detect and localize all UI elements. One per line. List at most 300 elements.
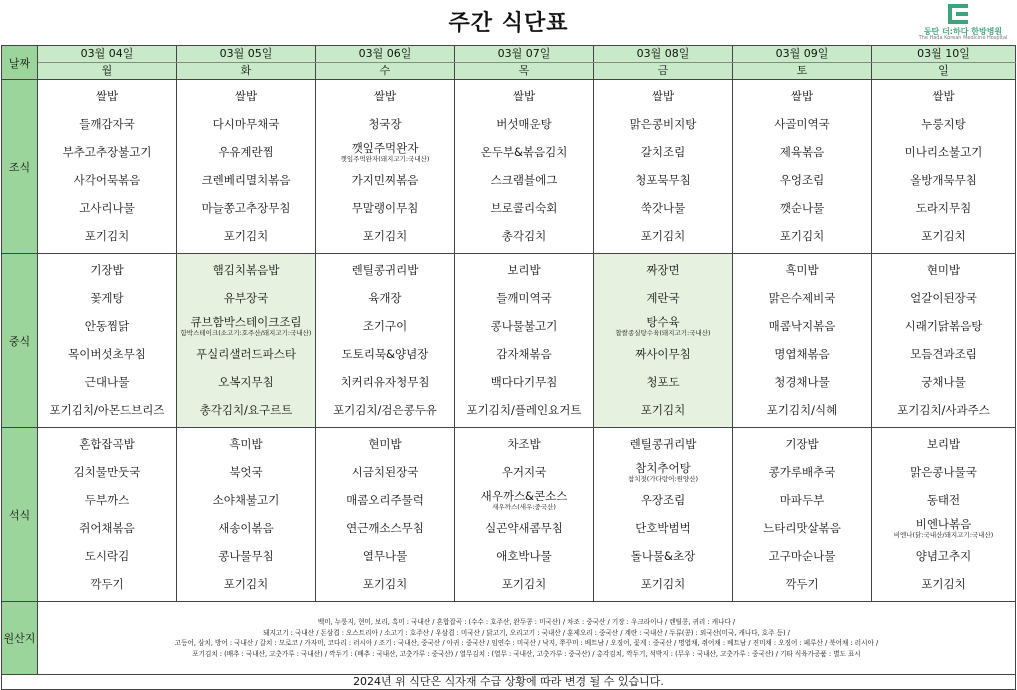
menu-item xyxy=(594,486,732,514)
menu-item xyxy=(455,458,593,486)
menu-item-name: 조기구이 xyxy=(362,318,408,333)
hospital-logo xyxy=(918,4,1008,40)
menu-item-name: 도토리묵&양념장 xyxy=(341,347,429,362)
menu-item-name: 부추고추장불고기 xyxy=(62,144,152,159)
menu-item-name: 단호박범벅 xyxy=(635,521,691,536)
menu-cell xyxy=(177,428,316,602)
menu-cell xyxy=(594,80,733,254)
menu-cell-list xyxy=(455,254,593,427)
menu-item xyxy=(455,369,593,397)
menu-item xyxy=(455,195,593,223)
menu-item xyxy=(38,430,176,458)
menu-item xyxy=(38,369,176,397)
menu-item-name: 쌀밥 xyxy=(95,88,119,103)
menu-item xyxy=(316,82,454,110)
menu-item xyxy=(177,110,315,138)
menu-item xyxy=(594,458,732,486)
menu-item xyxy=(177,82,315,110)
menu-item-name: 무말랭이무침 xyxy=(351,201,419,216)
menu-item xyxy=(733,195,871,223)
meal-label-lunch: 중식 xyxy=(2,254,38,428)
menu-item-name: 포기김치/아몬드브리즈 xyxy=(49,403,165,418)
meal-label-dinner: 석식 xyxy=(2,428,38,602)
menu-item xyxy=(733,223,871,251)
menu-cell xyxy=(177,80,316,254)
day-date: 03월 07일 xyxy=(455,46,594,63)
menu-item xyxy=(594,195,732,223)
menu-item xyxy=(872,543,1015,571)
day-date: 03월 06일 xyxy=(316,46,455,63)
menu-item-name: 흑미밥 xyxy=(785,262,819,277)
menu-item-name: 다시마무채국 xyxy=(212,116,280,131)
menu-item-name: 들깨감자국 xyxy=(79,116,135,131)
menu-item-name: 열무나물 xyxy=(362,549,408,564)
menu-item xyxy=(177,167,315,195)
menu-item xyxy=(455,82,593,110)
menu-item xyxy=(733,571,871,599)
menu-item xyxy=(733,284,871,312)
menu-item xyxy=(455,515,593,543)
menu-item xyxy=(455,312,593,340)
menu-item xyxy=(455,571,593,599)
menu-item xyxy=(177,430,315,458)
menu-item xyxy=(733,486,871,514)
origin-line: 돼지고기 : 국내산 / 돈삼겹 : 오스트리아 / 소고기 : 호주산 / 우삼겹 : 미국산 / 닭고기, 오리고기 : 국내산 / 훈제오리 : 중국산 / 계란 : 국내산 / 두류(콩) : 외국산(미국, 캐나다, 호주 등) / xyxy=(263,628,790,637)
menu-item xyxy=(177,369,315,397)
menu-item-name: 기장밥 xyxy=(90,262,124,277)
date-row xyxy=(2,46,1016,63)
menu-item xyxy=(733,256,871,284)
menu-item xyxy=(872,82,1015,110)
menu-item-name: 보리밥 xyxy=(507,262,541,277)
day-date: 03월 09일 xyxy=(733,46,872,63)
menu-item-name: 크렌베리멸치볶음 xyxy=(201,173,291,188)
menu-item-name: 브로콜리숙회 xyxy=(490,201,558,216)
menu-cell xyxy=(316,254,455,428)
menu-item xyxy=(455,138,593,166)
menu-item xyxy=(177,138,315,166)
menu-cell-list xyxy=(455,80,593,253)
logo-subtitle: The Hada Korean Medicine Hospital xyxy=(918,35,1008,41)
menu-item xyxy=(177,571,315,599)
menu-item xyxy=(316,110,454,138)
menu-item-name: 가지민찌볶음 xyxy=(351,173,419,188)
menu-item xyxy=(872,195,1015,223)
menu-item-name: 깍두기 xyxy=(90,577,124,592)
menu-item xyxy=(38,256,176,284)
menu-item-name: 감자채볶음 xyxy=(496,347,552,362)
menu-cell xyxy=(872,254,1016,428)
menu-cell-list xyxy=(38,80,176,253)
menu-item xyxy=(872,458,1015,486)
menu-item xyxy=(38,110,176,138)
menu-cell-list xyxy=(38,254,176,427)
menu-item-name: 청포묵무침 xyxy=(635,173,691,188)
menu-item-name: 포기김치 xyxy=(223,229,269,244)
menu-cell xyxy=(872,80,1016,254)
origin-content xyxy=(38,602,1016,675)
menu-item xyxy=(316,138,454,166)
menu-item xyxy=(177,195,315,223)
menu-item-name: 청포도 xyxy=(646,375,680,390)
menu-item-name: 현미밥 xyxy=(368,436,402,451)
day-weekday: 금 xyxy=(594,63,733,80)
menu-item-name: 누룽지탕 xyxy=(921,116,966,131)
menu-item-name: 유부장국 xyxy=(223,290,269,305)
menu-item-name: 오복지무침 xyxy=(218,375,274,390)
menu-cell xyxy=(316,428,455,602)
menu-item xyxy=(872,397,1015,425)
weekday-row xyxy=(2,63,1016,80)
menu-item-origin-note: 새우까스(새우:중국산) xyxy=(492,502,556,511)
menu-item-name: 총각김치 xyxy=(501,229,547,244)
menu-item-name: 깍두기 xyxy=(785,577,819,592)
menu-item-name: 올방개묵무침 xyxy=(910,173,977,188)
menu-item xyxy=(594,369,732,397)
menu-item xyxy=(733,110,871,138)
menu-cell xyxy=(455,428,594,602)
menu-item-name: 돌나물&초장 xyxy=(630,549,696,564)
menu-item-name: 매콤낙지볶음 xyxy=(768,318,836,333)
menu-item xyxy=(594,341,732,369)
menu-item xyxy=(316,571,454,599)
menu-item xyxy=(872,341,1015,369)
menu-item-name: 깻잎주먹완자 xyxy=(351,140,419,155)
origin-line: 고등어, 삼치, 방어 : 국내산 / 갈치 : 모로코 / 가자미, 코다리 : 러시아 / 조기 : 국내산, 중국산 / 아귀 : 중국산 / 임연수 : 미국산 / 낙지, 쭈꾸미 : 베트남 / 오징어, 꽃게 : 중국산 / 명엽채, 쥐어채 : 베트남 / 진미채 : 오징어 : 페루산 / 북어채 : 러시아 / xyxy=(174,639,879,647)
menu-item-name: 시금치된장국 xyxy=(351,464,419,479)
menu-item-name: 흑미밥 xyxy=(229,436,263,451)
menu-item-name: 갈치조림 xyxy=(640,144,686,159)
menu-item xyxy=(455,284,593,312)
menu-item xyxy=(316,167,454,195)
menu-item xyxy=(455,543,593,571)
menu-item xyxy=(316,195,454,223)
menu-item-name: 짜사이무침 xyxy=(635,347,691,362)
menu-item-name: 혼합잡곡밥 xyxy=(79,436,135,451)
menu-item-name: 사골미역국 xyxy=(774,116,830,131)
menu-item xyxy=(316,369,454,397)
hospital-logo-icon xyxy=(948,4,968,24)
menu-cell-list xyxy=(177,428,315,601)
day-weekday: 목 xyxy=(455,63,594,80)
menu-item-name: 도라지무침 xyxy=(915,201,972,216)
menu-item-name: 포기김치 xyxy=(362,577,408,592)
menu-cell-list xyxy=(594,428,732,601)
menu-item xyxy=(316,223,454,251)
menu-item xyxy=(594,167,732,195)
menu-item xyxy=(594,397,732,425)
menu-cell-list xyxy=(316,80,454,253)
menu-item xyxy=(177,397,315,425)
menu-item xyxy=(733,458,871,486)
menu-item-name: 청국장 xyxy=(368,116,402,131)
menu-item-name: 포기김치 xyxy=(223,577,269,592)
menu-item-name: 포기김치/사과주스 xyxy=(897,403,990,418)
menu-item-name: 보리밥 xyxy=(926,436,961,451)
menu-item-origin-note: 깻잎주먹완자(돼지고기:국내산) xyxy=(340,154,430,163)
menu-item-name: 콩나물무침 xyxy=(218,549,274,564)
menu-item-name: 육개장 xyxy=(368,290,402,305)
menu-cell-list xyxy=(316,254,454,427)
menu-item-name: 현미밥 xyxy=(926,262,961,277)
menu-item-name: 차조밥 xyxy=(507,436,541,451)
menu-item xyxy=(594,571,732,599)
menu-item xyxy=(872,571,1015,599)
menu-item xyxy=(38,397,176,425)
menu-item xyxy=(733,369,871,397)
menu-item xyxy=(316,458,454,486)
menu-item-name: 모듬견과조림 xyxy=(910,347,977,362)
menu-item-name: 포기김치 xyxy=(501,577,547,592)
menu-item-name: 푸실리샐러드파스타 xyxy=(196,347,296,362)
menu-item xyxy=(594,430,732,458)
menu-item xyxy=(38,458,176,486)
menu-item xyxy=(316,486,454,514)
menu-item-name: 두부까스 xyxy=(84,492,130,507)
menu-cell xyxy=(594,428,733,602)
menu-item xyxy=(316,312,454,340)
menu-item xyxy=(177,223,315,251)
menu-item xyxy=(872,167,1015,195)
menu-item-name: 탕수육 xyxy=(646,314,680,329)
menu-item-name: 쌀밥 xyxy=(790,88,814,103)
menu-cell-list xyxy=(594,254,732,427)
menu-item-name: 포기김치 xyxy=(640,403,686,418)
menu-item xyxy=(872,430,1015,458)
menu-item-name: 근대나물 xyxy=(84,375,130,390)
menu-item-name: 포기김치 xyxy=(921,229,966,244)
menu-item-name: 안동찜닭 xyxy=(84,318,130,333)
menu-item-name: 사각어묵볶음 xyxy=(73,173,141,188)
day-weekday: 일 xyxy=(872,63,1016,80)
menu-item-name: 실곤약새콤무침 xyxy=(485,521,563,536)
menu-item-name: 들깨미역국 xyxy=(496,290,552,305)
menu-item-name: 우장조림 xyxy=(640,492,686,507)
menu-item xyxy=(38,138,176,166)
menu-item xyxy=(594,138,732,166)
menu-item-name: 햄김치볶음밥 xyxy=(212,262,280,277)
menu-item-name: 맑은콩나물국 xyxy=(910,464,977,479)
menu-cell-list xyxy=(733,428,871,601)
menu-item-name: 참치추어탕 xyxy=(635,460,691,475)
meal-row-dinner xyxy=(2,428,1016,602)
menu-item-name: 깻순나물 xyxy=(779,201,825,216)
menu-item-origin-note: 비엔나(닭:국내산/돼지고기:국내산) xyxy=(893,531,994,540)
menu-item xyxy=(733,515,871,543)
menu-cell xyxy=(316,80,455,254)
menu-item xyxy=(38,515,176,543)
menu-item-name: 시래기닭볶음탕 xyxy=(904,318,983,333)
menu-item-name: 북엇국 xyxy=(229,464,263,479)
page-title: 주간 식단표 xyxy=(448,11,569,36)
menu-item xyxy=(38,571,176,599)
day-date: 03월 10일 xyxy=(872,46,1016,63)
menu-item-name: 고구마순나물 xyxy=(768,549,836,564)
meal-row-breakfast xyxy=(2,80,1016,254)
menu-item-name: 포기김치 xyxy=(84,229,130,244)
menu-item xyxy=(455,256,593,284)
menu-item-name: 미나리소불고기 xyxy=(904,144,983,159)
menu-cell-list xyxy=(733,254,871,427)
menu-item-name: 명엽채볶음 xyxy=(774,347,830,362)
day-weekday: 토 xyxy=(733,63,872,80)
day-weekday: 화 xyxy=(177,63,316,80)
menu-item-origin-note: 함박스테이크(소고기:호주산/돼지고기:국내산) xyxy=(180,328,312,337)
menu-item xyxy=(733,397,871,425)
menu-item xyxy=(177,458,315,486)
day-weekday: 월 xyxy=(38,63,177,80)
logo-name: 동탄 더:하다 한방병원 xyxy=(923,27,1003,36)
menu-item xyxy=(594,543,732,571)
menu-cell-list xyxy=(872,80,1015,253)
menu-item-name: 계란국 xyxy=(646,290,680,305)
menu-item xyxy=(872,256,1015,284)
menu-item xyxy=(872,284,1015,312)
menu-cell xyxy=(594,254,733,428)
menu-cell-list xyxy=(594,80,732,253)
menu-item-name: 포기김치 xyxy=(921,577,966,592)
menu-item-name: 콩가루배추국 xyxy=(768,464,836,479)
menu-item xyxy=(872,138,1015,166)
menu-item-name: 렌틸콩귀리밥 xyxy=(629,436,697,451)
menu-item-name: 총각김치/요구르트 xyxy=(199,403,293,418)
menu-item xyxy=(38,341,176,369)
menu-item-name: 치커리유자청무침 xyxy=(340,375,430,390)
menu-item xyxy=(177,486,315,514)
menu-item-name: 비엔나볶음 xyxy=(915,517,972,532)
menu-item xyxy=(594,284,732,312)
menu-cell-list xyxy=(872,428,1015,601)
menu-item xyxy=(177,543,315,571)
footer-row xyxy=(2,675,1016,690)
menu-item xyxy=(38,195,176,223)
menu-item-name: 마늘쫑고추장무침 xyxy=(201,201,291,216)
menu-item xyxy=(872,369,1015,397)
menu-item xyxy=(455,397,593,425)
menu-cell xyxy=(455,80,594,254)
menu-item-name: 쌀밥 xyxy=(932,88,955,103)
menu-item xyxy=(733,138,871,166)
menu-item-name: 버섯매운탕 xyxy=(496,116,552,131)
menu-cell xyxy=(38,80,177,254)
menu-item-name: 쌀밥 xyxy=(234,88,258,103)
menu-item-name: 청경채나물 xyxy=(774,375,830,390)
menu-item-name: 맑은콩비지탕 xyxy=(629,116,697,131)
menu-item-name: 쥐어채볶음 xyxy=(79,521,135,536)
menu-item-name: 느타리맛살볶음 xyxy=(763,521,841,536)
menu-item xyxy=(455,167,593,195)
menu-item xyxy=(594,312,732,340)
menu-item xyxy=(872,312,1015,340)
menu-cell xyxy=(733,254,872,428)
menu-cell-list xyxy=(38,428,176,601)
menu-item-name: 스크램블에그 xyxy=(490,173,558,188)
menu-item-name: 포기김치 xyxy=(362,229,408,244)
menu-item-name: 동태전 xyxy=(926,492,961,507)
menu-item xyxy=(38,543,176,571)
menu-item-name: 쌀밥 xyxy=(651,88,675,103)
menu-item-name: 렌틸콩귀리밥 xyxy=(351,262,419,277)
menu-item xyxy=(733,167,871,195)
menu-item-name: 콩나물불고기 xyxy=(490,318,558,333)
menu-item xyxy=(38,223,176,251)
menu-cell-list xyxy=(177,80,315,253)
menu-item-origin-note: 참치젓(가다랑어:원양산) xyxy=(627,474,699,483)
origin-row xyxy=(2,602,1016,675)
menu-item xyxy=(316,430,454,458)
weekly-menu-table xyxy=(1,45,1016,690)
menu-item xyxy=(872,110,1015,138)
menu-item xyxy=(455,486,593,514)
menu-cell-list xyxy=(733,80,871,253)
menu-item xyxy=(177,341,315,369)
menu-item-name: 쌀밥 xyxy=(512,88,536,103)
origin-line: 포기김치 : (배추 : 국내산, 고춧가루 : 국내산) / 깍두기 : (배추 : 국내산, 고춧가루 : 중국산) / 열무김치 : (열무 : 국내산, 고춧가루 : 중국산) / 총각김치, 깍두기, 석박지 : (무우 : 국내산, 고춧가루 : 중국산) / 기타 식육가공품 : 별도 표시 xyxy=(192,649,861,658)
menu-item-name: 포기김치 xyxy=(779,229,825,244)
menu-item xyxy=(594,82,732,110)
menu-cell xyxy=(733,80,872,254)
day-date: 03월 04일 xyxy=(38,46,177,63)
menu-item-name: 목이버섯초무침 xyxy=(68,347,146,362)
menu-item-name: 포기김치 xyxy=(640,229,686,244)
menu-item xyxy=(733,82,871,110)
meal-row-lunch xyxy=(2,254,1016,428)
menu-item xyxy=(38,284,176,312)
menu-item xyxy=(177,284,315,312)
menu-item xyxy=(177,256,315,284)
menu-item xyxy=(316,284,454,312)
day-date: 03월 05일 xyxy=(177,46,316,63)
day-weekday: 수 xyxy=(316,63,455,80)
menu-item xyxy=(455,341,593,369)
menu-item-name: 소야채불고기 xyxy=(212,492,280,507)
menu-item-name: 백다다기무침 xyxy=(490,375,558,390)
menu-item-name: 쌀밥 xyxy=(373,88,397,103)
menu-cell-list xyxy=(455,428,593,601)
menu-item xyxy=(316,515,454,543)
menu-item-name: 얼갈이된장국 xyxy=(910,290,977,305)
menu-item-name: 포기김치 xyxy=(640,577,686,592)
menu-item xyxy=(455,430,593,458)
menu-cell-list xyxy=(872,254,1015,427)
menu-cell xyxy=(38,428,177,602)
menu-cell-list xyxy=(177,254,315,427)
menu-item xyxy=(316,397,454,425)
menu-item xyxy=(316,341,454,369)
footer-notice: 2024년 위 식단은 식자재 수급 상황에 따라 변경 될 수 있습니다. xyxy=(2,675,1016,690)
date-label: 날짜 xyxy=(2,46,38,80)
menu-cell xyxy=(872,428,1016,602)
menu-item xyxy=(733,312,871,340)
menu-item xyxy=(733,430,871,458)
menu-item-name: 우거지국 xyxy=(501,464,547,479)
menu-item xyxy=(594,515,732,543)
menu-item xyxy=(594,256,732,284)
day-date: 03월 08일 xyxy=(594,46,733,63)
menu-item-name: 연근깨소스무침 xyxy=(346,521,424,536)
menu-item-name: 애호박나물 xyxy=(496,549,552,564)
menu-item-name: 맑은수제비국 xyxy=(768,290,836,305)
menu-item-name: 우유계란찜 xyxy=(218,144,274,159)
menu-item-name: 새우까스&콘소스 xyxy=(480,488,568,503)
menu-item-name: 온두부&볶음김치 xyxy=(480,144,568,159)
meal-label-breakfast: 조식 xyxy=(2,80,38,254)
menu-item-name: 쑥갓나물 xyxy=(640,201,686,216)
menu-item-name: 새송이볶음 xyxy=(218,521,274,536)
origin-label: 원산지 xyxy=(2,602,38,675)
menu-item xyxy=(872,223,1015,251)
menu-item-name: 짜장면 xyxy=(646,262,680,277)
